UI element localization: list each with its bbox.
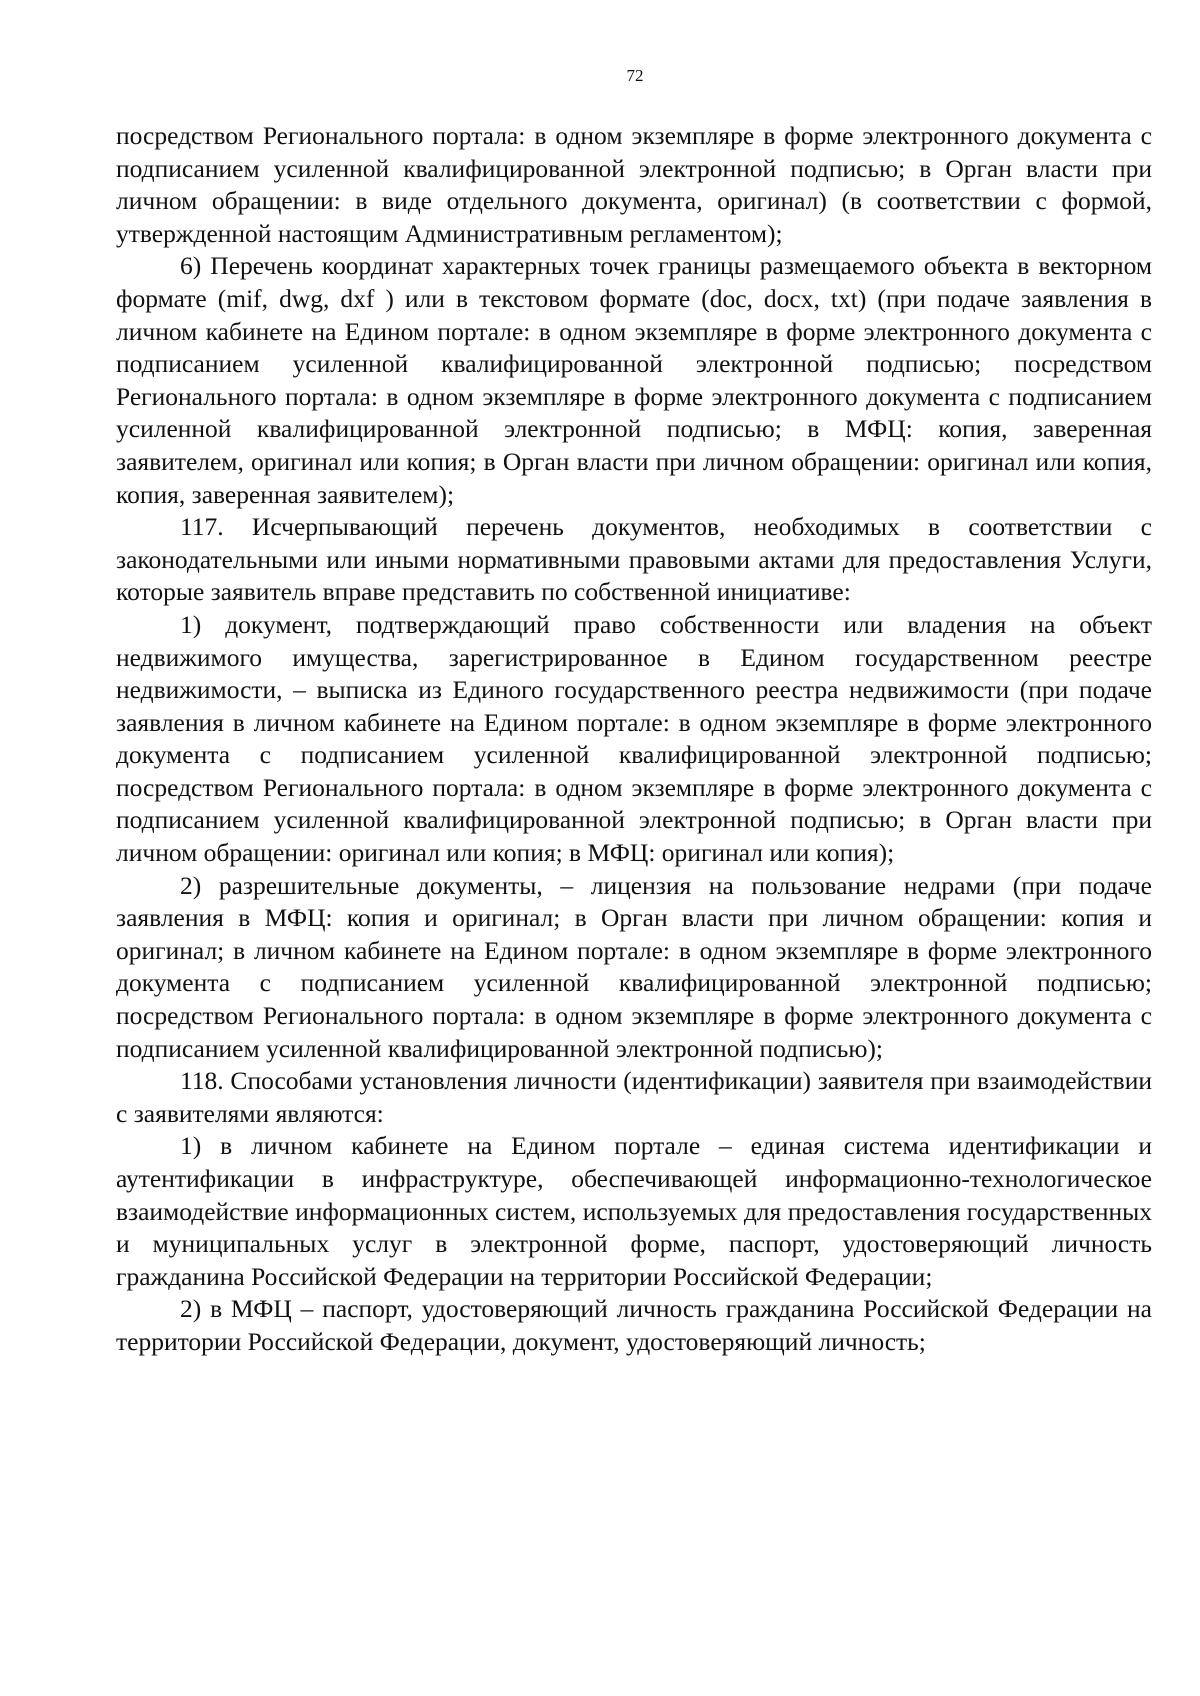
paragraph-117-item-1: 1) документ, подтверждающий право собственности или владения на объект недвижимого имущества, зарегистрированное в Едином государственном реестре недвижимости, – выписка из Единого государственного реестра недвижимости (при подаче заявления в личном кабинете на Едином портале: в одном экземпляре в форме электронного документа с подписанием усиленной квалифицированной электронной подписью; посредством Регионального портала: в одном экземпляре в форме электронного документа с подписанием усиленной квалифицированной электронной подписью; в Орган власти при личном обращении: оригинал или копия; в МФЦ: оригинал или копия);: [116, 609, 1152, 868]
paragraph-clause-118: 118. Способами установления личности (идентификации) заявителя при взаимодействии с заявителями являются:: [116, 1066, 1152, 1128]
document-body: [116, 120, 1152, 1359]
paragraph-118-item-1: 1) в личном кабинете на Едином портале – единая система идентификации и аутентификации в инфраструктуре, обеспечивающей информационно-технологическое взаимодействие информационных систем, используемых для предоставления государственных и муниципальных услуг в электронной форме, паспорт, удостоверяющий личность гражданина Российской Федерации на территории Российской Федерации;: [116, 1131, 1152, 1291]
page-number: 72: [626, 66, 644, 85]
paragraph-clause-117: 117. Исчерпывающий перечень документов, необходимых в соответствии с законодательными или иными нормативными правовыми актами для предоставления Услуги, которые заявитель вправе представить по собственной инициативе:: [116, 512, 1152, 607]
paragraph-item-6: 6) Перечень координат характерных точек границы размещаемого объекта в векторном формате (mif, dwg, dxf ) или в текстовом формате (doc, docx, txt) (при подаче заявления в личном кабинете на Едином портале: в одном экземпляре в форме электронного документа с подписанием усиленной квалифицированной электронной подписью; посредством Регионального портала: в одном экземпляре в форме электронного документа с подписанием усиленной квалифицированной электронной подписью; в МФЦ: копия, заверенная заявителем, оригинал или копия; в Орган власти при личном обращении: оригинал или копия, копия, заверенная заявителем);: [116, 251, 1152, 509]
paragraph-117-item-2: 2) разрешительные документы, – лицензия на пользование недрами (при подаче заявления в МФЦ: копия и оригинал; в Орган власти при личном обращении: копия и оригинал; в личном кабинете на Едином портале: в одном экземпляре в форме электронного документа с подписанием усиленной квалифицированной электронной подписью; посредством Регионального портала: в одном экземпляре в форме электронного документа с подписанием усиленной квалифицированной электронной подписью);: [116, 870, 1152, 1063]
paragraph-continuation: посредством Регионального портала: в одном экземпляре в форме электронного документа с подписанием усиленной квалифицированной электронной подписью; в Орган власти при личном обращении: в виде отдельного документа, оригинал) (в соответствии с формой, утвержденной настоящим Административным регламентом);: [116, 121, 1152, 248]
paragraph-118-item-2: 2) в МФЦ – паспорт, удостоверяющий личность гражданина Российской Федерации на территории Российской Федерации, документ, удостоверяющий личность;: [116, 1294, 1152, 1356]
